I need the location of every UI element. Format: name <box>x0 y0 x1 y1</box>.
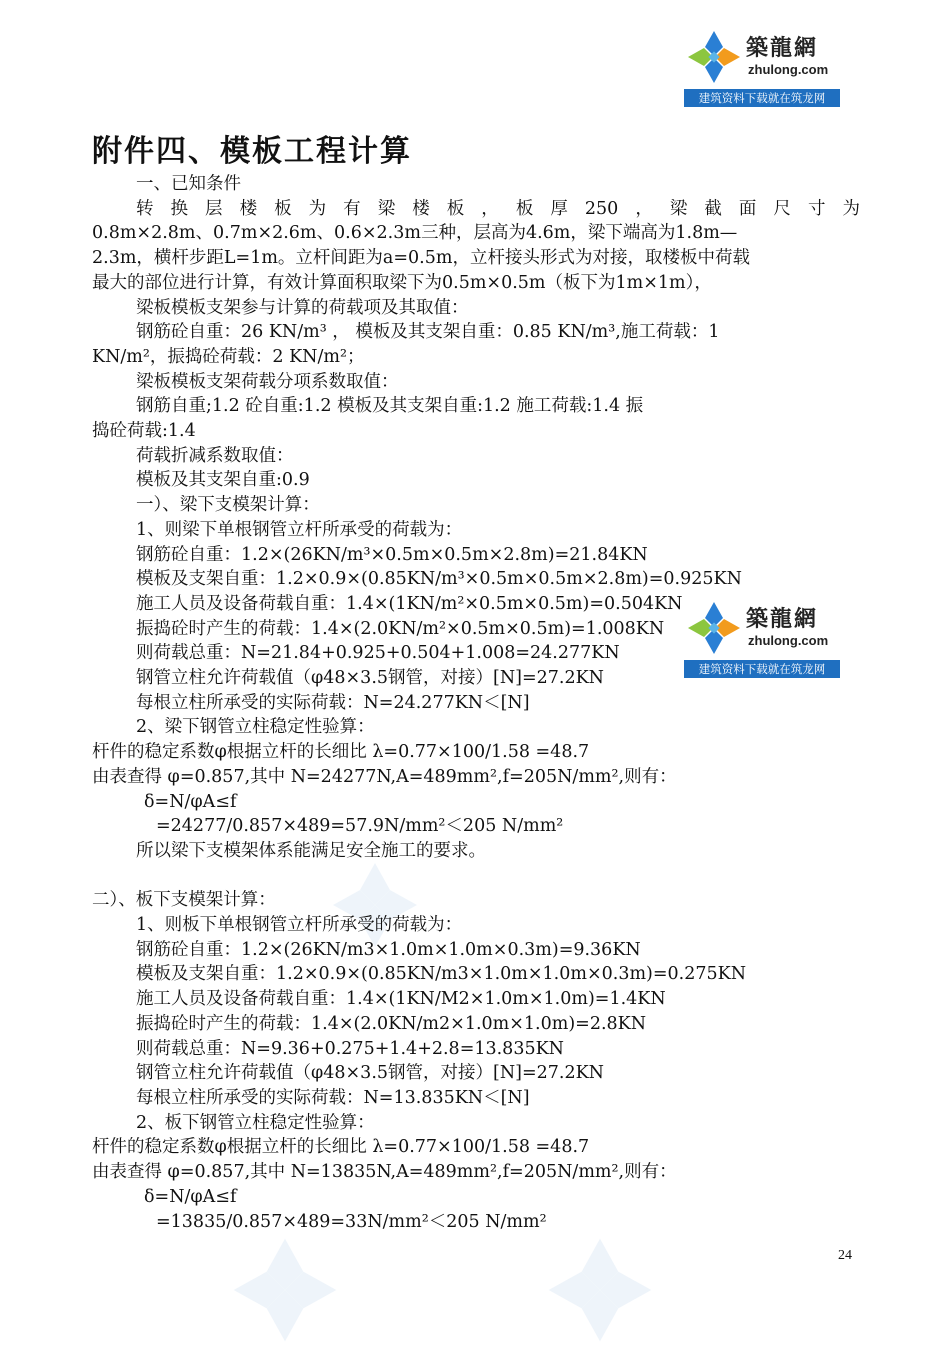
zhulong-logo-icon <box>684 27 744 87</box>
formula-line: 振捣砼时产生的荷载：1.4×(2.0KN/m2×1.0m×1.0m)=2.8KN <box>136 1013 647 1034</box>
text-line: 1、则板下单根钢管立杆所承受的荷载为： <box>136 915 463 936</box>
formula-line: 模板及支架自重：1.2×0.9×(0.85KN/m3×1.0m×1.0m×0.3m)=0.275KN <box>136 964 747 985</box>
logo-name-cn: 築龍網 <box>746 36 819 61</box>
text-line: 荷载折减系数取值： <box>136 445 294 466</box>
formula-line: 由表查得 φ=0.857,其中 N=24277N,A=489mm²,f=205N/mm²,则有： <box>92 766 677 787</box>
formula-line: 施工人员及设备荷载自重：1.4×(1KN/m²×0.5m×0.5m)=0.504KN <box>136 593 683 614</box>
text-line: 1、则梁下单根钢管立杆所承受的荷载为： <box>136 519 463 540</box>
formula-line: δ=N/φA≤f <box>144 1186 237 1207</box>
formula-line: =13835/0.857×489=33N/mm²＜205 N/mm² <box>156 1211 547 1232</box>
logo-slogan: 建筑资料下载就在筑龙网 <box>684 89 840 107</box>
text-line: 2.3m，横杆步距L=1m。立杆间距为a=0.5m，立杆接头形式为对接，取楼板中荷载 <box>92 248 750 269</box>
page-title: 附件四、模板工程计算 <box>92 134 412 169</box>
section-heading: 二）、板下支模架计算： <box>92 890 276 911</box>
text-line: 0.8m×2.8m、0.7m×2.6m、0.6×2.3m三种，层高为4.6m，梁下端高为1.8m— <box>92 223 738 244</box>
zhulong-logo-overlay <box>684 598 840 678</box>
section-heading: 一）、梁下支模架计算： <box>136 495 320 516</box>
text-line: 钢筋自重;1.2 砼自重:1.2 模板及其支架自重:1.2 施工荷载:1.4 振 <box>136 396 644 417</box>
document-body <box>92 172 860 1234</box>
text-line: 最大的部位进行计算，有效计算面积取梁下为0.5m×0.5m（板下为1m×1m）， <box>92 272 712 293</box>
formula-line: 振捣砼时产生的荷载：1.4×(2.0KN/m²×0.5m×0.5m)=1.008KN <box>136 618 665 639</box>
page-number: 24 <box>838 1248 852 1263</box>
formula-line: 由表查得 φ=0.857,其中 N=13835N,A=489mm²,f=205N/mm²,则有： <box>92 1162 677 1183</box>
formula-line: δ=N/φA≤f <box>144 791 237 812</box>
text-line: 模板及其支架自重:0.9 <box>136 470 310 491</box>
formula-line: 钢筋砼自重：1.2×(26KN/m³×0.5m×0.5m×2.8m)=21.84KN <box>136 544 648 565</box>
logo-name-cn: 築龍網 <box>746 607 819 632</box>
formula-line: 每根立柱所承受的实际荷载：N=24.277KN＜[N] <box>136 692 530 713</box>
watermark-icon <box>545 1235 655 1345</box>
zhulong-logo-icon <box>684 598 744 658</box>
watermark-icon <box>230 1235 340 1345</box>
logo-name-en: zhulong.com <box>748 62 829 77</box>
formula-line: 钢筋砼自重：1.2×(26KN/m3×1.0m×1.0m×0.3m)=9.36KN <box>136 939 641 960</box>
blank-line <box>92 864 860 889</box>
formula-line: 施工人员及设备荷载自重：1.4×(1KN/M2×1.0m×1.0m)=1.4KN <box>136 989 666 1010</box>
text-line: 2、板下钢管立柱稳定性验算： <box>136 1112 375 1133</box>
zhulong-logo <box>684 27 840 107</box>
logo-name-en: zhulong.com <box>748 633 829 648</box>
formula-line: 每根立柱所承受的实际荷载：N=13.835KN＜[N] <box>136 1088 530 1108</box>
text-line: 钢筋砼自重：26 KN/m³ ， 模板及其支架自重：0.85 KN/m³,施工荷载：1 <box>136 322 720 343</box>
text-line: 梁板模板支架荷载分项系数取值： <box>136 371 399 392</box>
text-line: KN/m²，振捣砼荷载：2 KN/m²； <box>92 346 365 367</box>
formula-line: =24277/0.857×489=57.9N/mm²＜205 N/mm² <box>156 816 564 837</box>
formula-line: 则荷载总重：N=9.36+0.275+1.4+2.8=13.835KN <box>136 1038 564 1059</box>
formula-line: 杆件的稳定系数φ根据立杆的长细比 λ=0.77×100/1.58 =48.7 <box>92 1137 590 1158</box>
text-line: 一、已知条件 <box>136 174 241 194</box>
text-line: 转换层楼板为有梁楼板，板厚250，梁截面尺寸为 <box>136 198 860 219</box>
logo-slogan: 建筑资料下载就在筑龙网 <box>684 660 840 678</box>
formula-line: 模板及支架自重：1.2×0.9×(0.85KN/m³×0.5m×0.5m×2.8m)=0.925KN <box>136 569 742 590</box>
text-line: 所以梁下支模架体系能满足安全施工的要求。 <box>136 840 486 861</box>
text-line: 梁板模板支架参与计算的荷载项及其取值： <box>136 297 469 318</box>
formula-line: 杆件的稳定系数φ根据立杆的长细比 λ=0.77×100/1.58 =48.7 <box>92 742 590 763</box>
formula-line: 钢管立柱允许荷载值（φ48×3.5钢管，对接）[N]=27.2KN <box>136 1063 604 1084</box>
text-line: 2、梁下钢管立柱稳定性验算： <box>136 717 375 738</box>
formula-line: 钢管立柱允许荷载值（φ48×3.5钢管，对接）[N]=27.2KN <box>136 668 604 689</box>
text-line: 捣砼荷载:1.4 <box>92 421 196 442</box>
formula-line: 则荷载总重：N=21.84+0.925+0.504+1.008=24.277KN <box>136 643 620 664</box>
